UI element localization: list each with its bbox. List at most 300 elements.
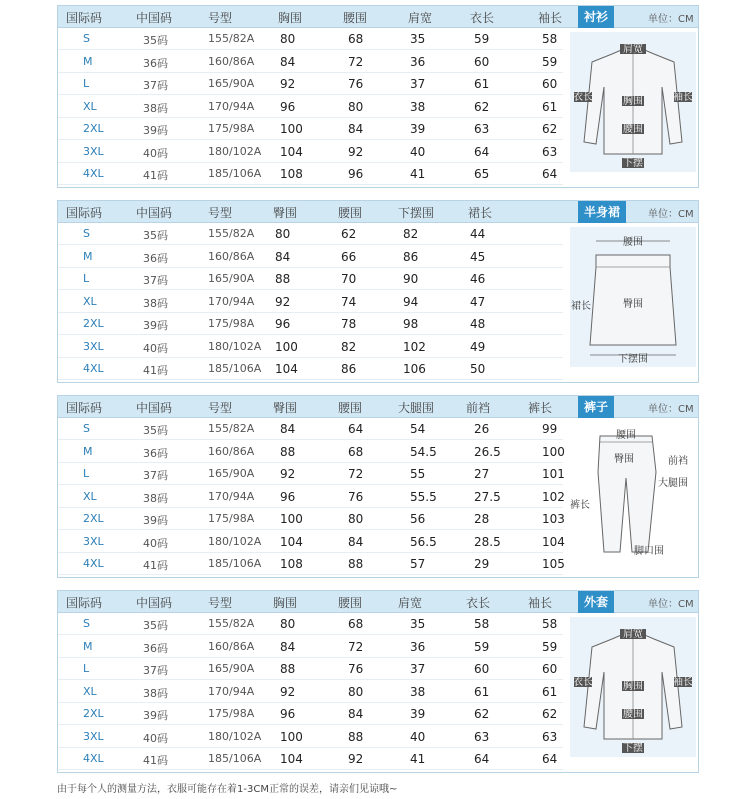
cell-model: 165/90A <box>208 662 255 675</box>
category-tag: 外套 <box>578 591 614 613</box>
table-row <box>58 703 563 725</box>
cell-cn-size: 39码 <box>143 514 168 527</box>
cell-model: 165/90A <box>208 77 255 90</box>
cell-m2: 78 <box>341 317 357 331</box>
figure-label-length: 衣长 <box>573 92 593 103</box>
figure-label-waist: 腰围 <box>616 430 636 441</box>
cell-m4: 58 <box>474 617 490 631</box>
cell-m2: 82 <box>341 339 357 354</box>
cell-m2: 88 <box>348 729 364 744</box>
cell-m4: 61 <box>474 684 490 699</box>
cell-m4: 63 <box>474 729 490 744</box>
header-intl: 国际码 <box>66 596 103 610</box>
header-col8: 袖长 <box>538 11 563 25</box>
pants-diagram <box>570 422 696 562</box>
cell-intl-size: S <box>83 422 90 435</box>
cell-m2: 96 <box>348 167 364 181</box>
header-col8: 裤长 <box>528 401 553 415</box>
cell-intl-size: 3XL <box>83 729 104 743</box>
cell-m4: 48 <box>470 317 486 331</box>
cell-m3: 54.5 <box>410 444 437 459</box>
cell-m2: 88 <box>348 557 364 571</box>
cell-m4: 45 <box>470 249 486 264</box>
figure-label-shoulder: 肩宽 <box>623 44 643 55</box>
figure-label-hip: 臀围 <box>614 454 634 465</box>
figure-label-waist: 腰围 <box>623 124 643 135</box>
cell-m2: 76 <box>348 662 364 676</box>
cell-cn-size: 36码 <box>143 446 168 460</box>
cell-cn-size: 38码 <box>143 686 168 700</box>
cell-m2: 80 <box>348 684 364 699</box>
cell-m5: 104 <box>542 534 565 549</box>
cell-m1: 80 <box>280 617 296 631</box>
cell-m5: 105 <box>542 557 565 571</box>
table-row <box>58 681 563 703</box>
cell-cn-size: 36码 <box>143 251 168 265</box>
cell-m1: 84 <box>280 54 296 69</box>
cell-m5: 61 <box>542 684 558 699</box>
cell-m5: 60 <box>542 662 558 676</box>
figure-label-chest: 胸围 <box>623 96 643 107</box>
cell-m5: 59 <box>542 639 558 654</box>
table-row <box>58 28 563 50</box>
cell-m1: 96 <box>275 317 291 331</box>
figure-label-pants-length: 裤长 <box>570 500 590 511</box>
cell-intl-size: 2XL <box>83 512 104 525</box>
table-row <box>58 418 563 440</box>
cell-m3: 41 <box>410 167 426 181</box>
cell-intl-size: 4XL <box>83 362 104 375</box>
cell-m4: 64 <box>474 752 490 766</box>
header-cn: 中国码 <box>136 596 173 610</box>
cell-cn-size: 40码 <box>143 536 168 550</box>
cell-model: 185/106A <box>208 752 262 765</box>
table-row <box>58 463 563 485</box>
cell-m5: 62 <box>542 707 558 721</box>
header-col5: 腰围 <box>338 596 363 610</box>
header-cn: 中国码 <box>136 206 173 220</box>
figure-label-leg-opening: 脚口围 <box>634 546 664 557</box>
cell-m3: 41 <box>410 752 426 766</box>
cell-m5: 62 <box>542 122 558 136</box>
cell-cn-size: 38码 <box>143 296 168 310</box>
cell-m5: 100 <box>542 444 565 459</box>
cell-m4: 49 <box>470 339 486 354</box>
cell-model: 160/86A <box>208 54 255 68</box>
cell-intl-size: 2XL <box>83 707 104 720</box>
cell-m3: 90 <box>403 272 419 286</box>
cell-cn-size: 40码 <box>143 146 168 160</box>
cell-m5: 63 <box>542 144 558 159</box>
cell-m4: 27.5 <box>474 489 501 504</box>
cell-m1: 88 <box>280 662 296 676</box>
cell-m3: 82 <box>403 227 419 241</box>
cell-m2: 64 <box>348 422 364 436</box>
cell-cn-size: 35码 <box>143 619 168 632</box>
cell-m4: 62 <box>474 99 490 114</box>
table-row <box>58 313 563 335</box>
cell-model: 165/90A <box>208 467 255 480</box>
figure-label-skirt-length: 裙长 <box>571 301 591 312</box>
cell-m1: 104 <box>280 752 303 766</box>
cell-intl-size: S <box>83 617 90 630</box>
cell-cn-size: 39码 <box>143 319 168 332</box>
cell-m1: 100 <box>280 512 303 526</box>
figure-label-rise: 前裆 <box>668 456 688 467</box>
cell-intl-size: XL <box>83 489 97 503</box>
cell-m2: 66 <box>341 249 357 264</box>
cell-m1: 84 <box>275 249 291 264</box>
cell-intl-size: L <box>83 77 90 90</box>
cell-m2: 92 <box>348 752 364 766</box>
table-row <box>58 613 563 635</box>
cell-m4: 61 <box>474 77 490 91</box>
header-col6: 肩宽 <box>398 596 423 610</box>
table-header <box>58 591 698 613</box>
header-col8: 袖长 <box>528 596 553 610</box>
cell-cn-size: 38码 <box>143 101 168 115</box>
cell-model: 155/82A <box>208 422 255 435</box>
cell-m2: 72 <box>348 467 364 481</box>
cell-model: 160/86A <box>208 249 255 263</box>
cell-m2: 68 <box>348 617 364 631</box>
table-row <box>58 486 563 508</box>
cell-model: 175/98A <box>208 707 255 720</box>
cell-model: 185/106A <box>208 362 262 375</box>
table-row <box>58 531 563 553</box>
cell-model: 180/102A <box>208 729 262 743</box>
cell-cn-size: 41码 <box>143 559 168 572</box>
cell-cn-size: 35码 <box>143 424 168 437</box>
header-col5: 腰围 <box>343 11 368 25</box>
header-col4: 臀围 <box>273 401 298 415</box>
header-col5: 腰围 <box>338 401 363 415</box>
cell-m2: 92 <box>348 144 364 159</box>
cell-m4: 59 <box>474 639 490 654</box>
cell-m3: 37 <box>410 662 426 676</box>
cell-intl-size: 4XL <box>83 167 104 180</box>
header-cn: 中国码 <box>136 401 173 415</box>
cell-model: 180/102A <box>208 534 262 548</box>
category-tag: 半身裙 <box>578 201 626 223</box>
cell-intl-size: L <box>83 467 90 480</box>
cell-m4: 29 <box>474 557 490 571</box>
cell-m5: 60 <box>542 77 558 91</box>
figure-label-waist: 腰围 <box>623 237 643 248</box>
header-col7: 前裆 <box>466 401 491 415</box>
cell-m4: 46 <box>470 272 486 286</box>
cell-m1: 84 <box>280 639 296 654</box>
cell-intl-size: M <box>83 444 93 458</box>
header-col4: 胸围 <box>273 596 298 610</box>
table-row <box>58 336 563 358</box>
cell-m4: 28.5 <box>474 534 501 549</box>
figure-label-length: 衣长 <box>573 677 593 688</box>
header-intl: 国际码 <box>66 11 103 25</box>
table-row <box>58 51 563 73</box>
cell-m5: 101 <box>542 467 565 481</box>
cell-m1: 96 <box>280 489 296 504</box>
header-col6: 肩宽 <box>408 11 433 25</box>
cell-m5: 64 <box>542 752 558 766</box>
cell-model: 175/98A <box>208 317 255 330</box>
cell-m3: 94 <box>403 294 419 309</box>
cell-m1: 92 <box>280 77 296 91</box>
cell-m3: 55.5 <box>410 489 437 504</box>
cell-m5: 61 <box>542 99 558 114</box>
cell-m4: 60 <box>474 662 490 676</box>
cell-m2: 70 <box>341 272 357 286</box>
table-row <box>58 291 563 313</box>
cell-model: 155/82A <box>208 617 255 630</box>
cell-intl-size: 3XL <box>83 339 104 353</box>
cell-m4: 44 <box>470 227 486 241</box>
cell-cn-size: 35码 <box>143 34 168 47</box>
cell-model: 170/94A <box>208 684 255 698</box>
table-row <box>58 636 563 658</box>
cell-m2: 74 <box>341 294 357 309</box>
header-model: 号型 <box>208 11 233 25</box>
figure-label-thigh: 大腿围 <box>658 478 688 489</box>
cell-m2: 76 <box>348 489 364 504</box>
cell-m3: 86 <box>403 249 419 264</box>
coat-diagram <box>570 617 696 757</box>
cell-cn-size: 37码 <box>143 79 168 92</box>
cell-intl-size: M <box>83 249 93 263</box>
cell-intl-size: M <box>83 639 93 653</box>
table-header <box>58 396 698 418</box>
header-intl: 国际码 <box>66 206 103 220</box>
cell-cn-size: 41码 <box>143 754 168 767</box>
figure-label-sleeve: 袖长 <box>673 677 693 688</box>
table-header <box>58 201 698 223</box>
header-model: 号型 <box>208 206 233 220</box>
cell-m2: 68 <box>348 444 364 459</box>
cell-m1: 96 <box>280 707 296 721</box>
cell-m1: 92 <box>275 294 291 309</box>
cell-intl-size: S <box>83 227 90 240</box>
cell-m1: 80 <box>275 227 291 241</box>
cell-cn-size: 38码 <box>143 491 168 505</box>
cell-m1: 108 <box>280 167 303 181</box>
cell-m4: 27 <box>474 467 490 481</box>
cell-m1: 100 <box>275 339 298 354</box>
table-row <box>58 268 563 290</box>
cell-intl-size: S <box>83 32 90 45</box>
cell-m2: 86 <box>341 362 357 376</box>
cell-m1: 96 <box>280 99 296 114</box>
cell-intl-size: 3XL <box>83 534 104 548</box>
cell-m1: 92 <box>280 684 296 699</box>
cell-intl-size: 4XL <box>83 557 104 570</box>
cell-m1: 100 <box>280 122 303 136</box>
cell-m4: 59 <box>474 32 490 46</box>
figure-label-sleeve: 袖长 <box>673 92 693 103</box>
cell-m2: 84 <box>348 707 364 721</box>
cell-m4: 47 <box>470 294 486 309</box>
cell-m4: 26.5 <box>474 444 501 459</box>
cell-m3: 40 <box>410 729 426 744</box>
cell-model: 170/94A <box>208 99 255 113</box>
cell-m2: 84 <box>348 122 364 136</box>
header-col6: 大腿围 <box>398 401 435 415</box>
cell-m5: 99 <box>542 422 558 436</box>
cell-cn-size: 37码 <box>143 664 168 677</box>
cell-m3: 57 <box>410 557 426 571</box>
cell-model: 175/98A <box>208 512 255 525</box>
cell-m1: 80 <box>280 32 296 46</box>
table-row <box>58 73 563 95</box>
unit-label: 单位：CM <box>648 209 694 220</box>
cell-m2: 72 <box>348 639 364 654</box>
cell-m1: 84 <box>280 422 296 436</box>
cell-model: 155/82A <box>208 227 255 240</box>
cell-cn-size: 40码 <box>143 341 168 355</box>
cell-cn-size: 36码 <box>143 56 168 70</box>
cell-m2: 62 <box>341 227 357 241</box>
size-table-shirt <box>57 5 699 188</box>
cell-m1: 100 <box>280 729 303 744</box>
header-col6: 下摆围 <box>398 206 435 220</box>
unit-label: 单位：CM <box>648 404 694 415</box>
cell-cn-size: 37码 <box>143 274 168 287</box>
cell-cn-size: 35码 <box>143 229 168 242</box>
cell-m3: 38 <box>410 684 426 699</box>
unit-label: 单位：CM <box>648 14 694 25</box>
cell-m5: 63 <box>542 729 558 744</box>
cell-model: 170/94A <box>208 489 255 503</box>
cell-m3: 106 <box>403 362 426 376</box>
cell-m3: 54 <box>410 422 426 436</box>
figure-label-hem: 下摆 <box>623 743 643 754</box>
cell-m5: 64 <box>542 167 558 181</box>
cell-model: 170/94A <box>208 294 255 308</box>
cell-m4: 64 <box>474 144 490 159</box>
cell-model: 175/98A <box>208 122 255 135</box>
footnote: 由于每个人的测量方法，衣服可能存在着1-3CM正常的误差，请亲们见谅哦~ <box>57 784 398 795</box>
category-tag: 裤子 <box>578 396 614 418</box>
cell-m3: 39 <box>410 122 426 136</box>
cell-intl-size: M <box>83 54 93 68</box>
table-row <box>58 163 563 185</box>
figure-label-hem: 下摆 <box>623 158 643 169</box>
cell-model: 180/102A <box>208 144 262 158</box>
cell-intl-size: XL <box>83 684 97 698</box>
cell-m5: 58 <box>542 32 558 46</box>
cell-cn-size: 41码 <box>143 364 168 377</box>
table-row <box>58 748 563 770</box>
cell-m2: 80 <box>348 512 364 526</box>
shirt-diagram <box>570 32 696 172</box>
cell-cn-size: 37码 <box>143 469 168 482</box>
figure-label-chest: 胸围 <box>623 681 643 692</box>
cell-m2: 68 <box>348 32 364 46</box>
header-model: 号型 <box>208 596 233 610</box>
header-col7: 衣长 <box>466 596 491 610</box>
cell-m1: 104 <box>280 534 303 549</box>
cell-m3: 98 <box>403 317 419 331</box>
cell-m3: 102 <box>403 339 426 354</box>
table-row <box>58 658 563 680</box>
figure-label-hip: 臀围 <box>623 299 643 310</box>
header-col7: 裙长 <box>468 206 493 220</box>
table-row <box>58 141 563 163</box>
cell-m5: 59 <box>542 54 558 69</box>
cell-m4: 63 <box>474 122 490 136</box>
cell-m3: 56.5 <box>410 534 437 549</box>
table-row <box>58 358 563 380</box>
cell-intl-size: XL <box>83 99 97 113</box>
cell-m1: 88 <box>275 272 291 286</box>
cell-model: 180/102A <box>208 339 262 353</box>
unit-label: 单位：CM <box>648 599 694 610</box>
cell-model: 160/86A <box>208 444 255 458</box>
cell-cn-size: 36码 <box>143 641 168 655</box>
cell-m5: 102 <box>542 489 565 504</box>
cell-m3: 36 <box>410 54 426 69</box>
header-col5: 腰围 <box>338 206 363 220</box>
size-table-coat <box>57 590 699 773</box>
cell-intl-size: L <box>83 272 90 285</box>
cell-m3: 36 <box>410 639 426 654</box>
table-header <box>58 6 698 28</box>
cell-cn-size: 41码 <box>143 169 168 182</box>
cell-m1: 88 <box>280 444 296 459</box>
table-row <box>58 223 563 245</box>
table-row <box>58 726 563 748</box>
cell-model: 185/106A <box>208 557 262 570</box>
cell-intl-size: 4XL <box>83 752 104 765</box>
header-intl: 国际码 <box>66 401 103 415</box>
header-cn: 中国码 <box>136 11 173 25</box>
cell-m4: 60 <box>474 54 490 69</box>
figure-label-waist: 腰围 <box>623 709 643 720</box>
cell-m4: 62 <box>474 707 490 721</box>
cell-model: 155/82A <box>208 32 255 45</box>
size-table-skirt <box>57 200 699 383</box>
cell-model: 185/106A <box>208 167 262 180</box>
cell-m2: 84 <box>348 534 364 549</box>
figure-label-shoulder: 肩宽 <box>623 629 643 640</box>
cell-intl-size: 3XL <box>83 144 104 158</box>
cell-m2: 80 <box>348 99 364 114</box>
cell-m3: 39 <box>410 707 426 721</box>
cell-m2: 72 <box>348 54 364 69</box>
cell-intl-size: 2XL <box>83 317 104 330</box>
header-model: 号型 <box>208 401 233 415</box>
cell-m3: 38 <box>410 99 426 114</box>
cell-m2: 76 <box>348 77 364 91</box>
cell-intl-size: L <box>83 662 90 675</box>
cell-intl-size: 2XL <box>83 122 104 135</box>
cell-cn-size: 39码 <box>143 709 168 722</box>
cell-m5: 103 <box>542 512 565 526</box>
table-row <box>58 441 563 463</box>
cell-cn-size: 39码 <box>143 124 168 137</box>
table-row <box>58 118 563 140</box>
cell-model: 165/90A <box>208 272 255 285</box>
header-col4: 臀围 <box>273 206 298 220</box>
skirt-diagram <box>570 227 696 367</box>
cell-m1: 108 <box>280 557 303 571</box>
cell-m3: 35 <box>410 617 426 631</box>
cell-m4: 50 <box>470 362 486 376</box>
cell-m1: 104 <box>280 144 303 159</box>
cell-m1: 92 <box>280 467 296 481</box>
table-row <box>58 96 563 118</box>
cell-m4: 65 <box>474 167 490 181</box>
size-table-pants <box>57 395 699 578</box>
